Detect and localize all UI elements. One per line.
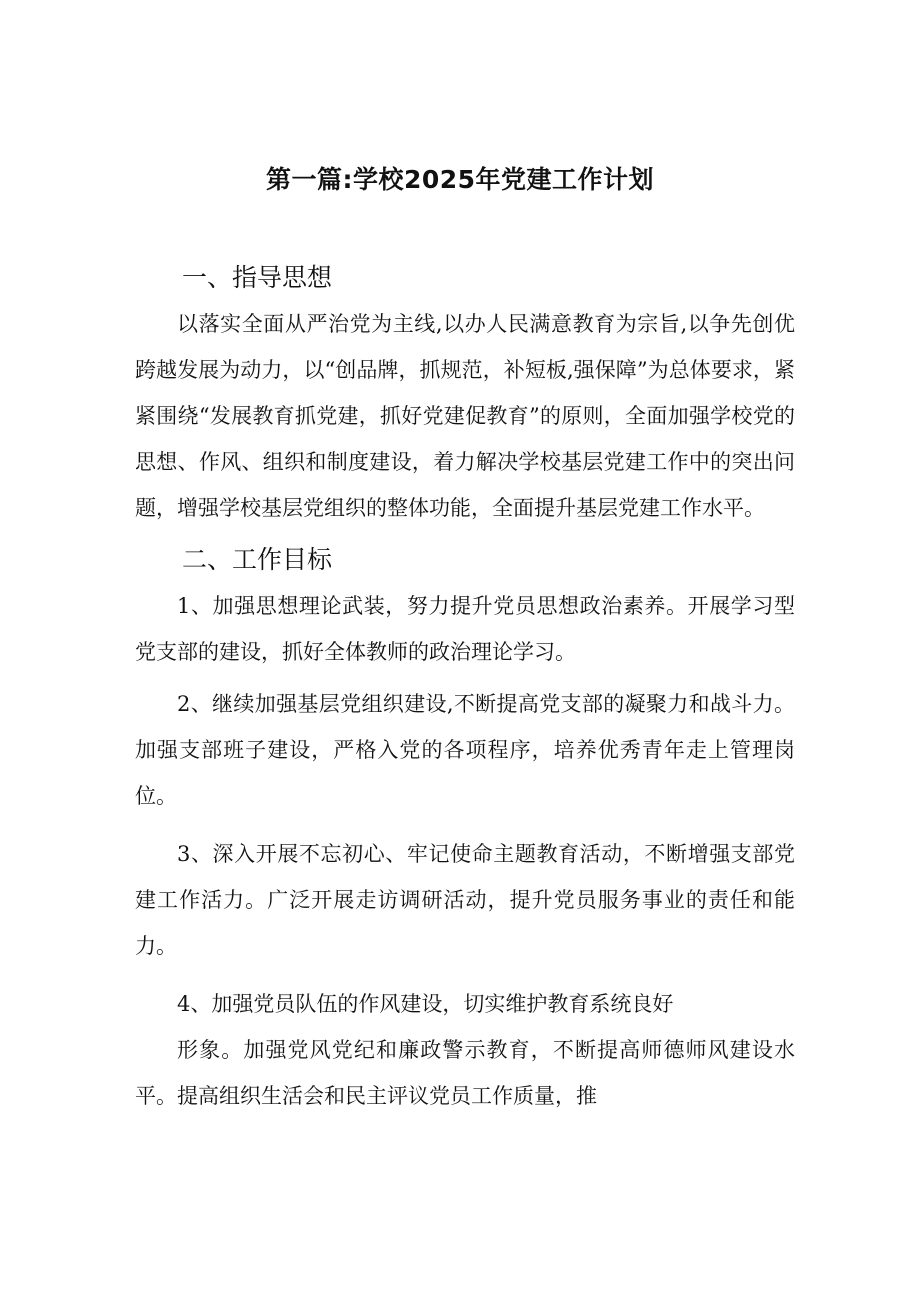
document-body — [135, 255, 795, 1119]
spacer — [135, 969, 795, 981]
paragraph-goal-3: 3、深入开展不忘初心、牢记使命主题教育活动，不断增强支部党建工作活力。广泛开展走访调研活动，提升党员服务事业的责任和能力。 — [135, 842, 795, 958]
section-heading-guiding-ideology: 一、指导思想 — [182, 263, 333, 292]
spacer — [135, 819, 795, 831]
document-title: 第一篇:学校2025年党建工作计划 — [265, 165, 655, 194]
paragraph-guiding-ideology: 以落实全面从严治党为主线,以办人民满意教育为宗旨,以争先创优跨越发展为动力，以“创品牌，抓规范，补短板,强保障”为总体要求，紧紧围绕“发展教育抓党建，抓好党建促教育”的原则，全面加强学校党的思想、作风、组织和制度建设，着力解决学校基层党建工作中的突出问题，增强学校基层党组织的整体功能，全面提升基层党建工作水平。 — [135, 312, 795, 520]
section-heading-work-goals: 二、工作目标 — [182, 545, 333, 574]
paragraph-goal-4-continued: 形象。加强党风党纪和廉政警示教育，不断提高师德师风建设水平。提高组织生活会和民主评议党员工作质量，推 — [135, 1038, 795, 1108]
paragraph-goal-4: 4、加强党员队伍的作风建设，切实维护教育系统良好 — [177, 992, 674, 1016]
paragraph-goal-1: 1、加强思想理论武装，努力提升党员思想政治素养。开展学习型党支部的建设，抓好全体教师的政治理论学习。 — [135, 594, 795, 664]
paragraph-goal-2: 2、继续加强基层党组织建设,不断提高党支部的凝聚力和战斗力。加强支部班子建设，严格入党的各项程序，培养优秀青年走上管理岗位。 — [135, 692, 795, 808]
